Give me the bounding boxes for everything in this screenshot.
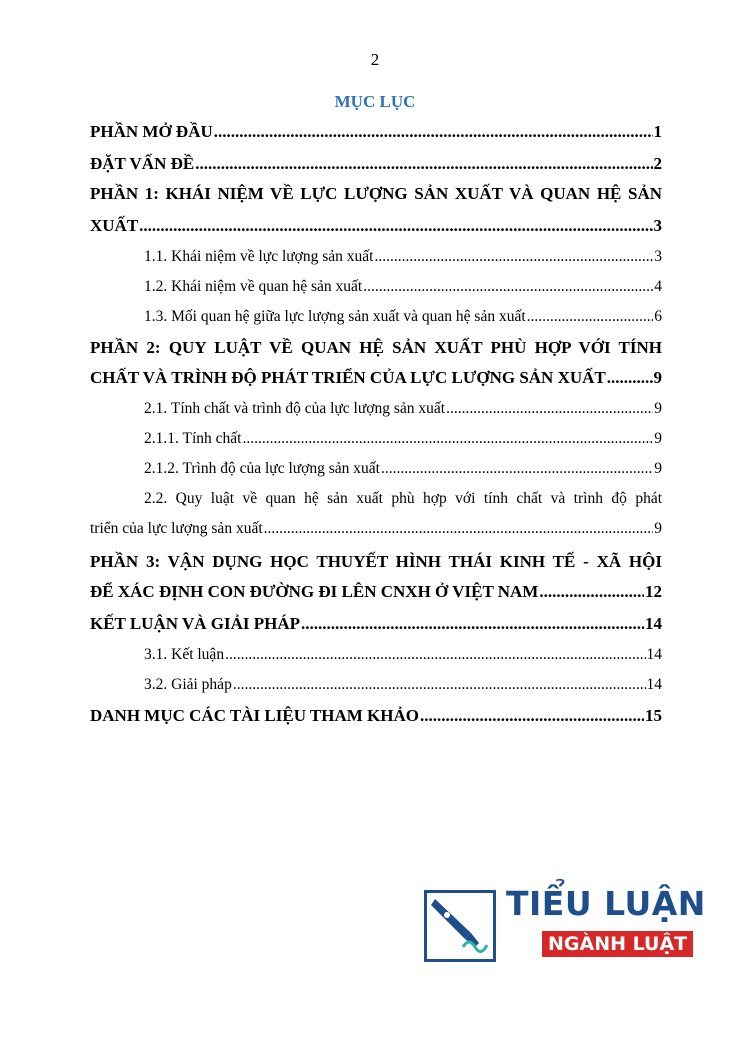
logo-text-bottom: NGÀNH LUẬT xyxy=(542,931,693,957)
toc-entry-text: 1.2. Khái niệm về quan hệ sản xuất xyxy=(144,278,363,295)
toc-page-number: 14 xyxy=(645,614,662,633)
toc-entry-text: PHẦN 2: QUY LUẬT VỀ QUAN HỆ SẢN XUẤT PHÙ HỢP VỚI TÍNH xyxy=(90,338,662,357)
toc-leader xyxy=(233,676,646,694)
toc-entry[interactable] xyxy=(90,122,662,142)
toc-entry[interactable] xyxy=(90,368,662,388)
toc-leader xyxy=(225,646,645,664)
page-number: 2 xyxy=(370,50,380,69)
toc-title: MỤC LỤC xyxy=(334,92,416,111)
toc-entry[interactable] xyxy=(90,216,662,236)
toc-entry[interactable] xyxy=(144,248,662,266)
toc-entry-text: 1.1. Khái niệm về lực lượng sản xuất xyxy=(144,248,374,265)
toc-entry-text: 2.1. Tính chất và trình độ của lực lượng sản xuất xyxy=(144,400,446,417)
toc-entry[interactable] xyxy=(90,582,662,602)
toc-entry-text: PHẦN 1: KHÁI NIỆM VỀ LỰC LƯỢNG SẢN XUẤT VÀ QUAN HỆ SẢN xyxy=(90,184,662,203)
toc-entry-text: PHẦN MỞ ĐẦU xyxy=(90,122,213,141)
toc-entry-line1[interactable] xyxy=(90,552,662,572)
toc-entry[interactable] xyxy=(144,430,662,448)
toc-leader xyxy=(539,582,644,602)
pen-nib-icon xyxy=(424,890,496,962)
toc-page-number: 2 xyxy=(653,154,662,173)
toc-entry-line1[interactable] xyxy=(144,490,662,508)
toc-leader xyxy=(381,460,653,478)
toc-page-number: 9 xyxy=(654,430,662,447)
toc-page-number: 14 xyxy=(646,676,662,693)
toc-leader xyxy=(264,520,654,538)
toc-page-number: 9 xyxy=(653,368,662,387)
toc-page-number: 6 xyxy=(654,308,662,325)
toc-entry-text: 2.2. Quy luật về quan hệ sản xuất phù hợp với tính chất và trình độ phát xyxy=(144,490,662,507)
toc-page-number: 9 xyxy=(654,520,662,537)
toc-entry[interactable] xyxy=(144,400,662,418)
toc-page-number: 15 xyxy=(645,706,662,725)
toc-entry[interactable] xyxy=(90,706,662,726)
toc-entry[interactable] xyxy=(144,646,662,664)
toc-page-number: 4 xyxy=(654,278,662,295)
toc-page-number: 9 xyxy=(654,400,662,417)
toc-entry-text: 3.1. Kết luận xyxy=(144,646,225,663)
toc-leader xyxy=(301,614,644,634)
toc-entry-text: 1.3. Mối quan hệ giữa lực lượng sản xuất và quan hệ sản xuất xyxy=(144,308,526,325)
toc-entry[interactable] xyxy=(144,308,662,326)
brand-logo xyxy=(424,884,706,966)
toc-leader xyxy=(214,122,653,142)
toc-leader xyxy=(374,248,653,266)
toc-page-number: 9 xyxy=(654,460,662,477)
toc-entry-text: ĐỂ XÁC ĐỊNH CON ĐƯỜNG ĐI LÊN CNXH Ở VIỆT NAM xyxy=(90,582,539,601)
logo-text-top: TIỂU LUẬN xyxy=(506,884,706,923)
toc-page-number: 3 xyxy=(653,216,662,235)
toc-leader xyxy=(242,430,653,448)
toc-leader xyxy=(607,368,653,388)
toc-leader xyxy=(363,278,653,296)
toc-entry[interactable] xyxy=(90,614,662,634)
toc-entry-text: KẾT LUẬN VÀ GIẢI PHÁP xyxy=(90,614,301,633)
toc-entry-text: triển của lực lượng sản xuất xyxy=(90,520,263,537)
toc-entry-text: 2.1.2. Trình độ của lực lượng sản xuất xyxy=(144,460,380,477)
toc-leader xyxy=(139,216,652,236)
toc-entry-line1[interactable] xyxy=(90,338,662,358)
toc-entry-text: CHẤT VÀ TRÌNH ĐỘ PHÁT TRIỂN CỦA LỰC LƯỢNG SẢN XUẤT xyxy=(90,368,606,387)
toc-entry-text: XUẤT xyxy=(90,216,139,235)
toc-leader xyxy=(195,154,652,174)
toc-leader xyxy=(420,706,644,726)
toc-entry[interactable] xyxy=(144,676,662,694)
toc-page-number: 1 xyxy=(653,122,662,141)
toc-entry[interactable] xyxy=(144,460,662,478)
toc-entry-text: ĐẶT VẤN ĐỀ xyxy=(90,154,195,173)
toc-entry[interactable] xyxy=(90,520,662,538)
toc-page-number: 14 xyxy=(646,646,662,663)
toc-entry-text: PHẦN 3: VẬN DỤNG HỌC THUYẾT HÌNH THÁI KINH TẾ - XÃ HỘI xyxy=(90,552,662,571)
toc-leader xyxy=(527,308,654,326)
toc-entry[interactable] xyxy=(144,278,662,296)
toc-entry-text: 3.2. Giải pháp xyxy=(144,676,232,693)
toc-page-number: 3 xyxy=(654,248,662,265)
toc-entry-text: DANH MỤC CÁC TÀI LIỆU THAM KHẢO xyxy=(90,706,420,725)
toc-entry-line1[interactable] xyxy=(90,184,662,204)
toc-entry[interactable] xyxy=(90,154,662,174)
toc-entry-text: 2.1.1. Tính chất xyxy=(144,430,242,447)
toc-leader xyxy=(446,400,653,418)
toc-page-number: 12 xyxy=(645,582,662,601)
